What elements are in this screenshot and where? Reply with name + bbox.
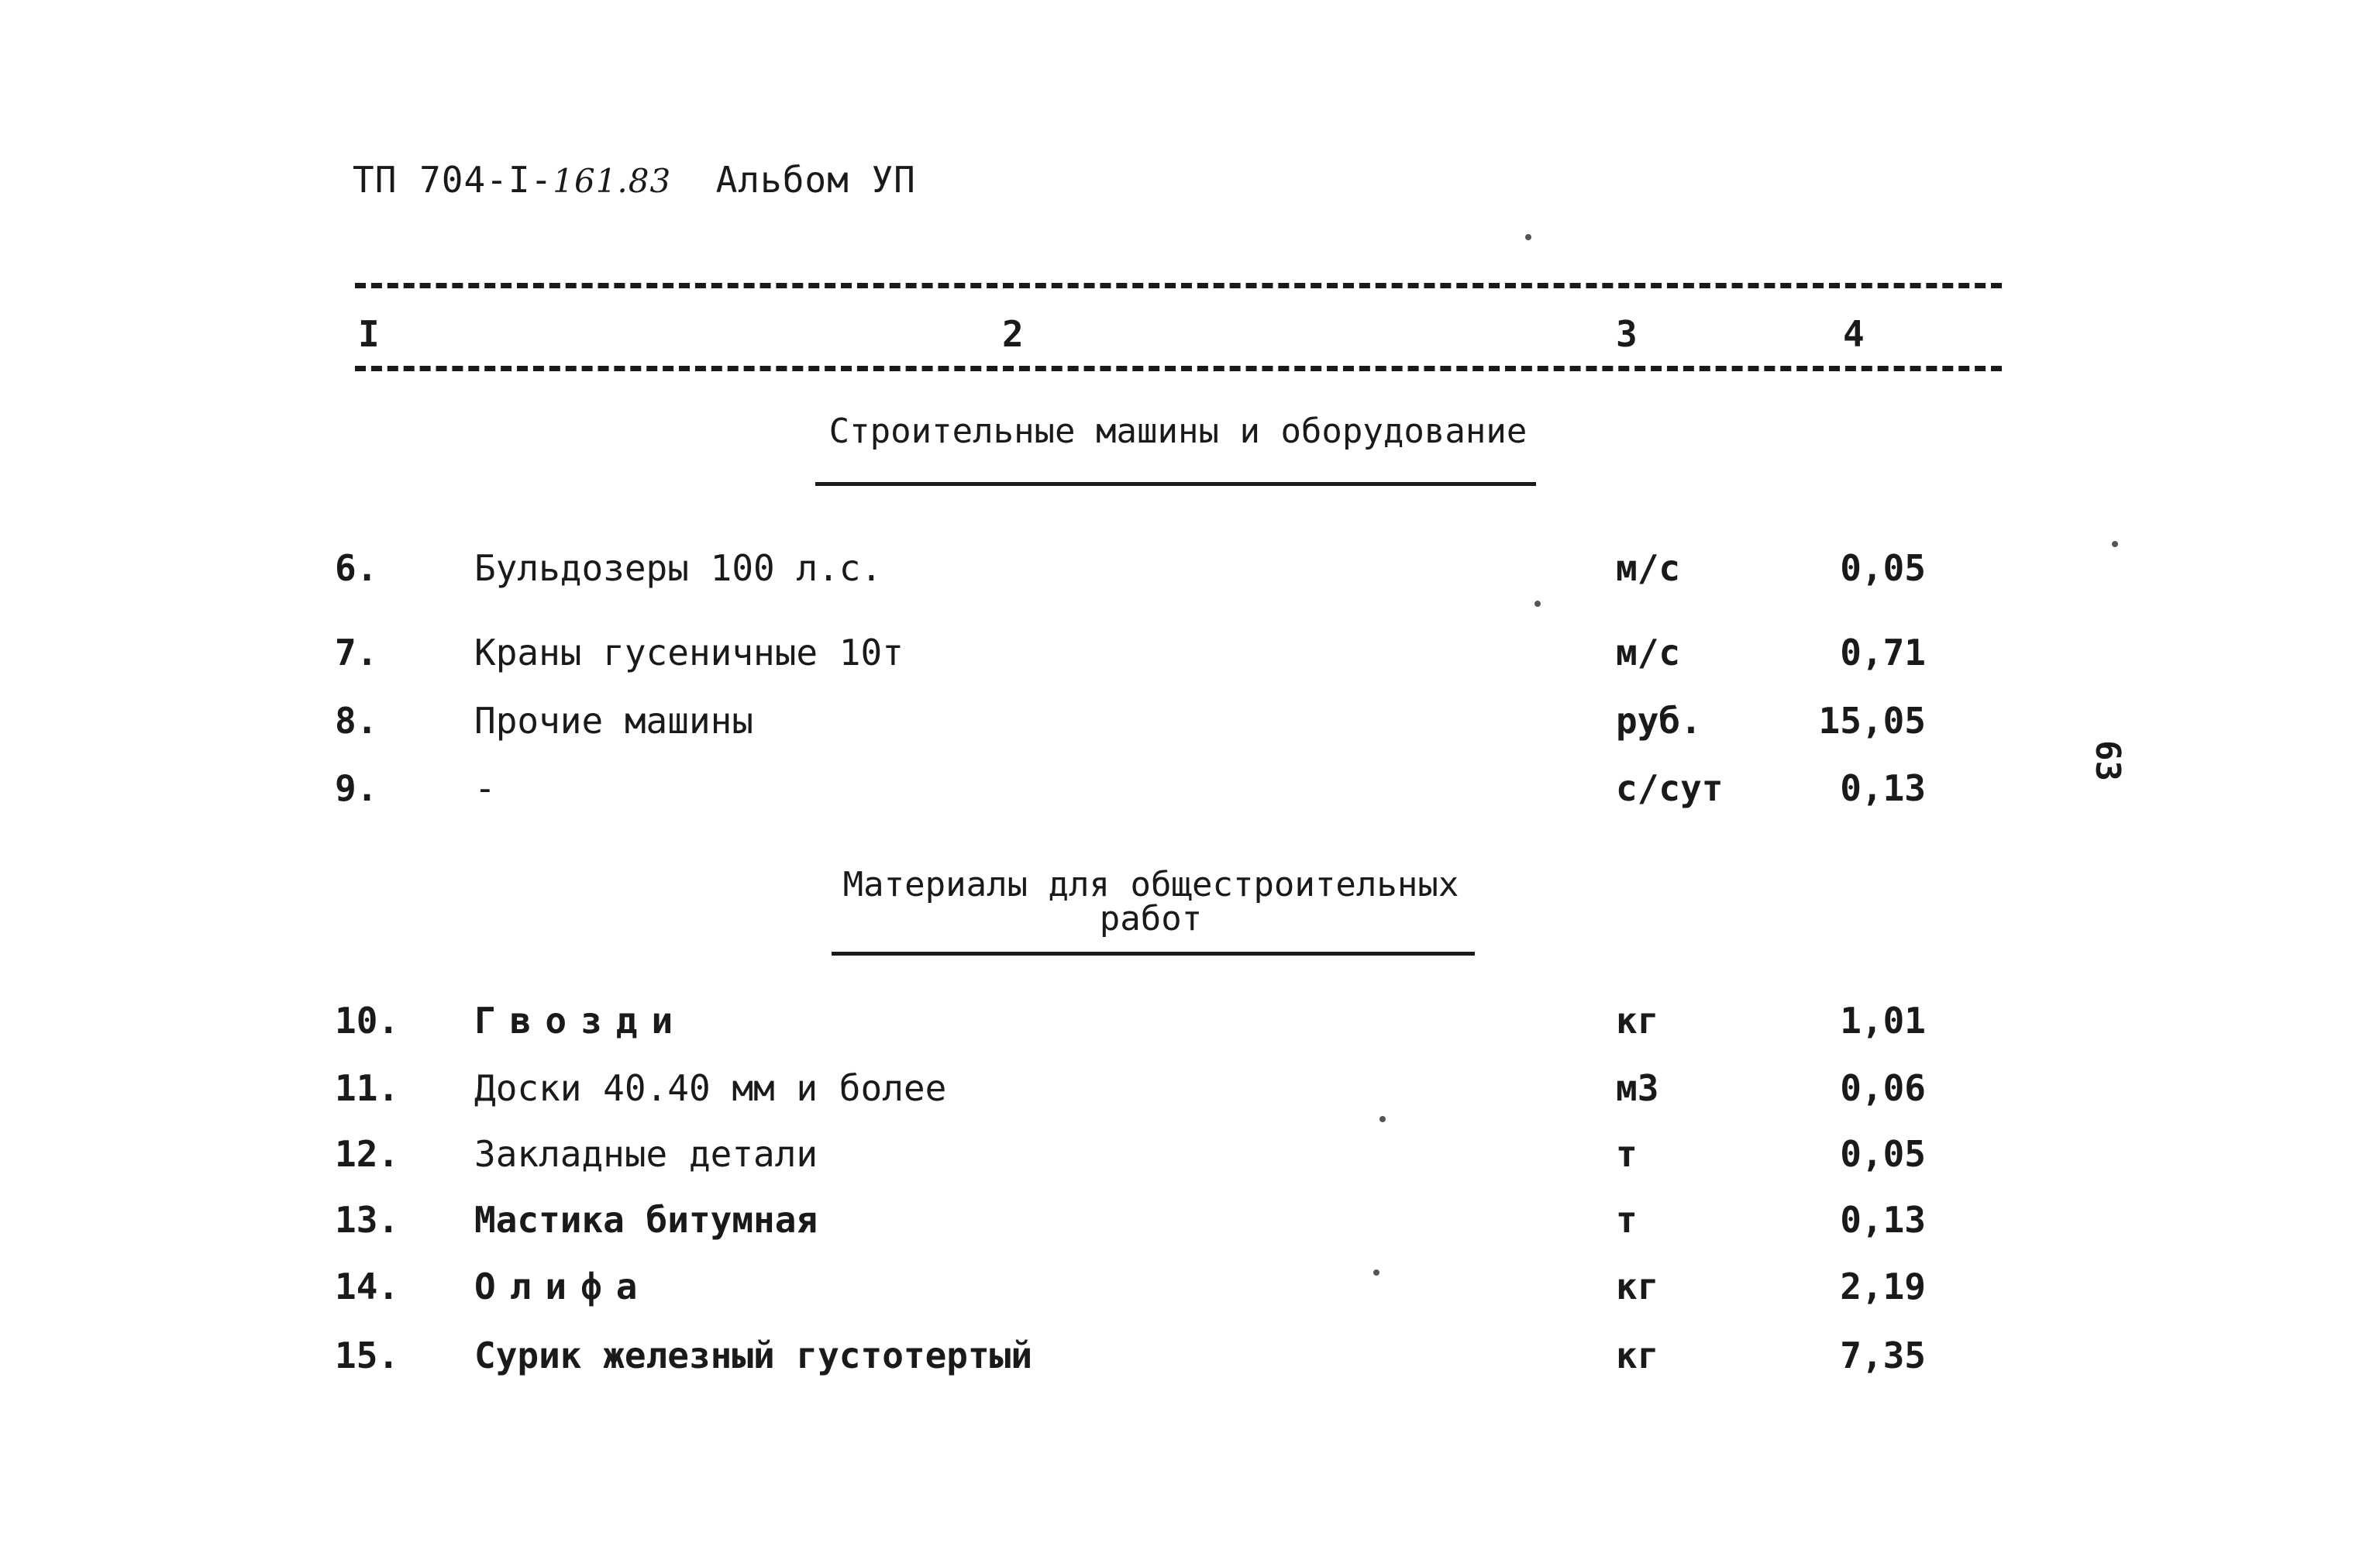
row-name: Закладные детали <box>474 1133 818 1175</box>
section-underline <box>815 482 1536 486</box>
row-value: 0,05 <box>1840 1133 1926 1175</box>
row-value: 7,35 <box>1840 1335 1926 1376</box>
section-title-line: работ <box>1099 899 1203 939</box>
row-number: 13. <box>335 1199 400 1241</box>
row-number: 8. <box>335 700 378 742</box>
row-unit: кг <box>1616 1335 1659 1376</box>
row-number: 15. <box>335 1335 400 1376</box>
table-row <box>0 1335 2380 1389</box>
row-unit: м/с <box>1616 547 1681 589</box>
row-number: 6. <box>335 547 378 589</box>
row-name: Бульдозеры 100 л.с. <box>474 547 883 589</box>
row-value: 0,71 <box>1840 632 1926 673</box>
row-unit: руб. <box>1616 700 1702 742</box>
row-number: 9. <box>335 767 378 809</box>
row-value: 0,05 <box>1840 547 1926 589</box>
row-name: Олифа <box>474 1266 652 1307</box>
table-row <box>0 1199 2380 1253</box>
row-unit: т <box>1616 1133 1638 1175</box>
row-name: Краны гусеничные 10т <box>474 632 904 673</box>
row-unit: с/сут <box>1616 767 1724 809</box>
row-name: Мастика битумная <box>474 1199 818 1241</box>
row-value: 0,13 <box>1840 1199 1926 1241</box>
section-underline <box>832 952 1475 956</box>
row-unit: м3 <box>1616 1067 1659 1109</box>
section-title-materials <box>833 865 1469 939</box>
document-code: ТП 704-I- <box>353 159 553 201</box>
row-number: 10. <box>335 1000 400 1042</box>
page-number: 63 <box>2088 740 2127 781</box>
row-value: 15,05 <box>1818 700 1926 742</box>
scan-speck <box>1379 1116 1386 1122</box>
table-top-dashed-rule <box>355 283 2002 288</box>
column-number-3: 3 <box>1616 313 1638 355</box>
row-value: 2,19 <box>1840 1266 1926 1307</box>
row-name: Доски 40.40 мм и более <box>474 1067 947 1109</box>
document-header <box>353 159 916 201</box>
scan-speck <box>2112 541 2118 547</box>
row-unit: кг <box>1616 1000 1659 1042</box>
section-title-machines: Строительные машины и оборудование <box>828 412 1528 451</box>
table-row <box>0 1067 2380 1121</box>
row-value: 0,13 <box>1840 767 1926 809</box>
table-row <box>0 767 2380 822</box>
column-number-4: 4 <box>1843 313 1865 355</box>
column-number-1: I <box>358 313 380 355</box>
album-label: Альбом УП <box>715 159 916 201</box>
row-unit: т <box>1616 1199 1638 1241</box>
row-name: Гвозди <box>474 1000 687 1042</box>
handwritten-code: 161.83 <box>553 162 672 200</box>
row-number: 11. <box>335 1067 400 1109</box>
row-name: Сурик железный густотертый <box>474 1335 1033 1376</box>
scan-speck <box>1534 601 1541 607</box>
row-number: 12. <box>335 1133 400 1175</box>
scan-speck <box>1373 1269 1379 1276</box>
table-row <box>0 1000 2380 1054</box>
scan-speck <box>1525 234 1531 240</box>
row-unit: кг <box>1616 1266 1659 1307</box>
column-number-2: 2 <box>1002 313 1024 355</box>
row-number: 14. <box>335 1266 400 1307</box>
table-row <box>0 1266 2380 1320</box>
table-row <box>0 632 2380 686</box>
section-title-line: Материалы для общестроительных <box>842 865 1459 904</box>
row-name: Прочие машины <box>474 700 754 742</box>
row-value: 1,01 <box>1840 1000 1926 1042</box>
table-row <box>0 547 2380 601</box>
row-unit: м/с <box>1616 632 1681 673</box>
row-number: 7. <box>335 632 378 673</box>
row-name: - <box>474 767 496 809</box>
table-header-dashed-rule <box>355 366 2002 371</box>
row-value: 0,06 <box>1840 1067 1926 1109</box>
table-row <box>0 1133 2380 1187</box>
table-row <box>0 700 2380 754</box>
